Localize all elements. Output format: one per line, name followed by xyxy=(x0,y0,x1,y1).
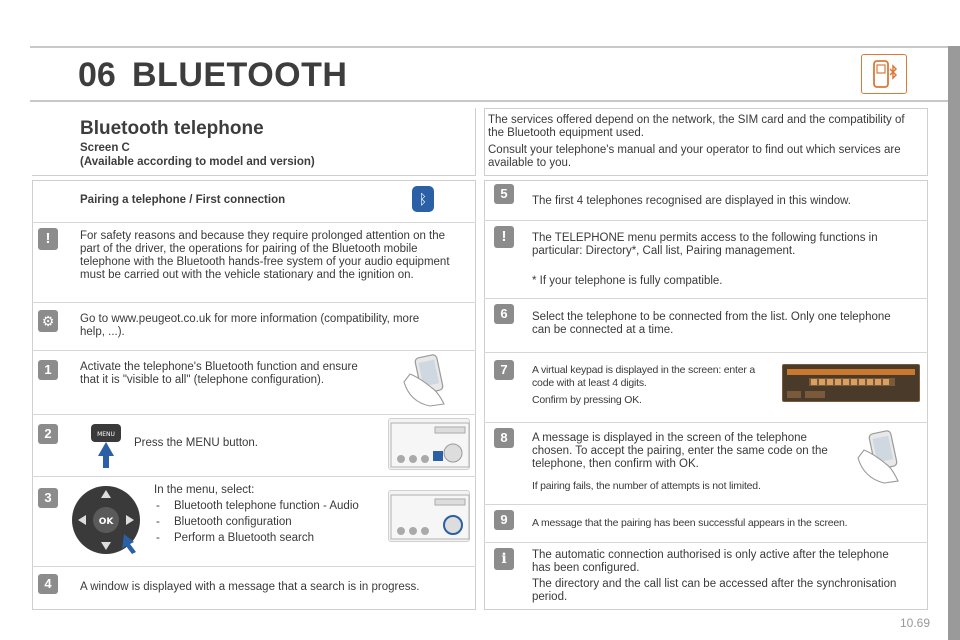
safety-text: For safety reasons and because they require prolonged attention on the part of the driver, the operations for pairing of the Bluetooth mobile telephone with the Bluetooth hands-free system of your audio equipment must be carried out with the vehicle stationary and the ignition on. xyxy=(80,230,450,281)
step-8-text: A message is displayed in the screen of the telephone chosen. To accept the pairing, enter the same code on the telephone, then confirm with OK. xyxy=(532,432,828,470)
list-item: - Perform a Bluetooth search xyxy=(154,532,364,545)
step-2-text: Press the MENU button. xyxy=(134,437,258,449)
intro-text-1: The services offered depend on the network, the SIM card and the compatibility of the Bluetooth equipment used. xyxy=(488,114,905,139)
step-badge-7: 7 xyxy=(494,360,514,380)
virtual-keypad-screen xyxy=(782,364,920,402)
svg-text:OK: OK xyxy=(98,517,114,527)
step-badge-4: 4 xyxy=(38,574,58,594)
chapter-number: 06 xyxy=(78,56,116,94)
divider xyxy=(32,566,476,567)
pairing-title: Pairing a telephone / First connection xyxy=(80,194,286,206)
divider xyxy=(484,220,928,221)
step-badge-5: 5 xyxy=(494,184,514,204)
step-7-confirm: Confirm by pressing OK. xyxy=(532,394,642,406)
step-badge-8: 8 xyxy=(494,428,514,448)
pairing-fail-note: If pairing fails, the number of attempts is not limited. xyxy=(532,480,761,492)
divider xyxy=(32,222,476,223)
step-1-text: Activate the telephone's Bluetooth function and ensure that it is "visible to all" (telephone configuration). xyxy=(80,361,358,386)
step-3-intro: In the menu, select: xyxy=(154,484,255,496)
compatibility-note: * If your telephone is fully compatible. xyxy=(532,275,723,287)
step-4-text: A window is displayed with a message that a search is in progress. xyxy=(80,581,420,593)
divider xyxy=(484,422,928,423)
audio-unit-image xyxy=(388,418,470,470)
divider xyxy=(484,542,928,543)
divider xyxy=(32,414,476,415)
intro-text-2: Consult your telephone's manual and your operator to find out which services are available to you. xyxy=(488,144,901,169)
menu-button-icon xyxy=(88,422,124,470)
step-badge-2: 2 xyxy=(38,424,58,444)
info-icon: i xyxy=(494,548,514,570)
bluetooth-icon: ᛒ xyxy=(412,186,434,212)
divider xyxy=(32,302,476,303)
warning-icon: ! xyxy=(494,226,514,248)
audio-unit-image xyxy=(388,490,470,542)
telephone-menu-text: The TELEPHONE menu permits access to the following functions in particular: Directory*, Call list, Pairing management. xyxy=(532,232,878,257)
warning-icon: ! xyxy=(38,228,58,250)
hand-phone-image xyxy=(850,428,918,488)
screen-label: Screen C xyxy=(80,142,130,154)
section-title: Bluetooth telephone xyxy=(80,118,264,139)
step-badge-6: 6 xyxy=(494,304,514,324)
bluetooth-phone-icon xyxy=(861,54,907,94)
list-item: - Bluetooth configuration xyxy=(154,516,364,529)
step-badge-1: 1 xyxy=(38,360,58,380)
step-7-text: A virtual keypad is displayed in the screen: enter a code with at least 4 digits. xyxy=(532,364,756,389)
hand-phone-image xyxy=(390,352,468,410)
divider xyxy=(484,352,928,353)
menu-options-list xyxy=(154,500,364,548)
svg-text:MENU: MENU xyxy=(97,431,115,438)
info-text: Go to www.peugeot.co.uk for more information (compatibility, more help, ...). xyxy=(80,313,420,338)
list-item: - Bluetooth telephone function - Audio xyxy=(154,500,364,513)
step-badge-9: 9 xyxy=(494,510,514,530)
navigation-pad-icon xyxy=(70,484,142,556)
settings-gear-icon: ⚙ xyxy=(38,310,58,332)
sync-text: The directory and the call list can be accessed after the synchronisation period. xyxy=(532,578,897,603)
divider xyxy=(484,298,928,299)
step-badge-3: 3 xyxy=(38,488,58,508)
divider xyxy=(32,350,476,351)
page-sidebar xyxy=(948,46,960,640)
availability-note: (Available according to model and version) xyxy=(80,156,315,168)
divider xyxy=(484,504,928,505)
auto-connection-text: The automatic connection authorised is only active after the telephone has been configured. xyxy=(532,549,889,574)
page-number: 10.69 xyxy=(899,616,930,630)
step-6-text: Select the telephone to be connected from the list. Only one telephone can be connected at a time. xyxy=(532,311,891,336)
divider xyxy=(32,476,476,477)
chapter-title: BLUETOOTH xyxy=(132,56,348,94)
step-9-text: A message that the pairing has been successful appears in the screen. xyxy=(532,517,848,529)
step-5-text: The first 4 telephones recognised are displayed in this window. xyxy=(532,195,851,207)
